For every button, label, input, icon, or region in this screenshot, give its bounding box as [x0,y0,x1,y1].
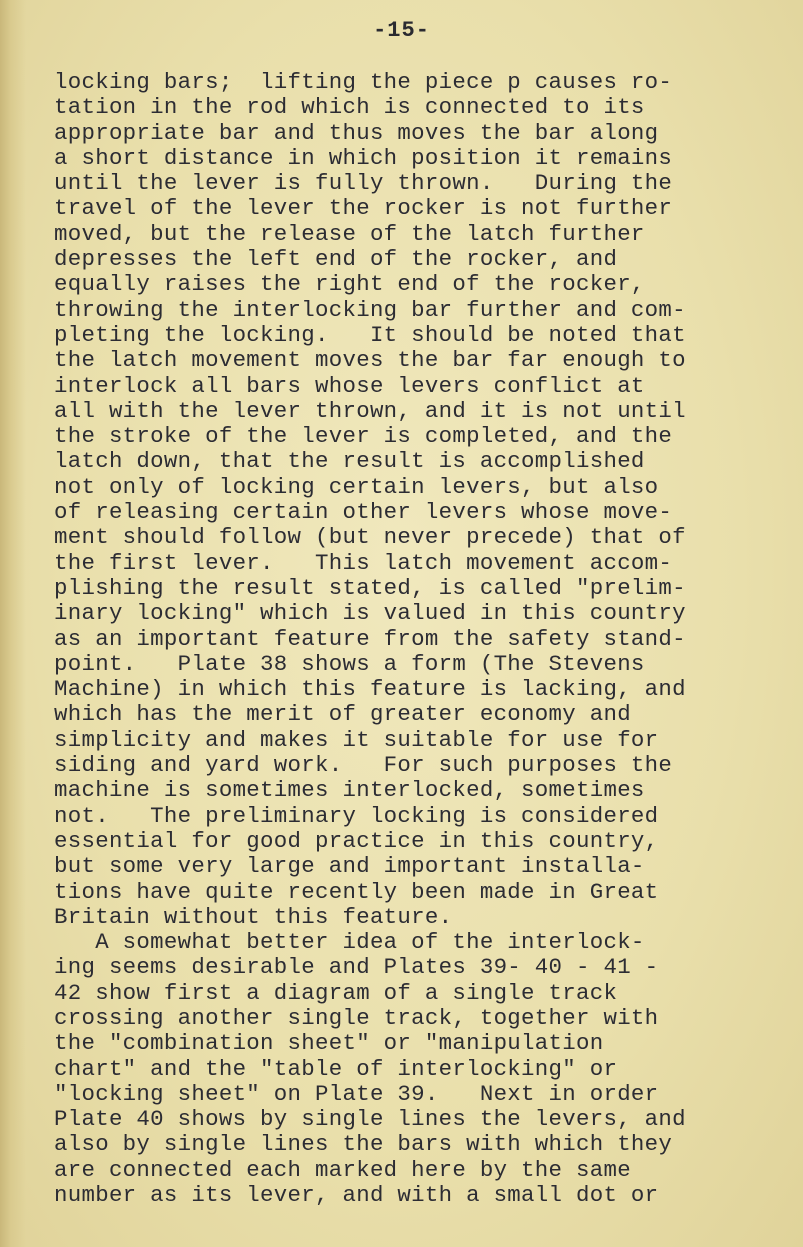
text-line: ment should follow (but never precede) that of [54,524,686,551]
body-text [54,70,794,1208]
text-line: 42 show first a diagram of a single track [54,979,618,1006]
text-line: Britain without this feature. [54,903,453,930]
text-line: number as its lever, and with a small dot or [54,1182,659,1209]
text-line: as an important feature from the safety stand- [54,625,686,652]
text-line: not. The preliminary locking is considered [54,802,659,829]
text-line: essential for good practice in this country, [54,827,659,854]
text-line: equally raises the right end of the rocker, [54,271,645,298]
text-line: Machine) in which this feature is lacking, and [54,676,686,703]
text-line: the first lever. This latch movement accom- [54,549,673,576]
text-line: of releasing certain other levers whose move- [54,499,673,526]
page-binding-shadow [0,0,26,1247]
text-line: the latch movement moves the bar far enough to [54,347,686,374]
text-line: tions have quite recently been made in Great [54,878,659,905]
text-line: plishing the result stated, is called "prelim- [54,574,686,601]
text-line: moved, but the release of the latch further [54,220,645,247]
text-line: locking bars; lifting the piece p causes ro- [54,69,673,95]
text-line: the stroke of the lever is completed, and the [54,423,673,450]
text-line: a short distance in which position it remains [54,144,673,171]
text-line: Plate 40 shows by single lines the levers, and [54,1106,686,1133]
page-number: -15- [373,18,430,43]
text-line: simplicity and makes it suitable for use for [54,726,659,753]
text-line: all with the lever thrown, and it is not until [54,397,686,424]
text-line: point. Plate 38 shows a form (The Stevens [54,650,645,677]
text-line: crossing another single track, together with [54,1004,659,1031]
text-line: also by single lines the bars with which they [54,1131,673,1158]
text-line: inary locking" which is valued in this country [54,600,686,627]
text-line: depresses the left end of the rocker, and [54,246,618,273]
text-line: appropriate bar and thus moves the bar along [54,119,659,146]
text-line: tation in the rod which is connected to its [54,94,645,121]
text-line: interlock all bars whose levers conflict at [54,372,645,399]
text-line: latch down, that the result is accomplished [54,448,645,475]
text-line: not only of locking certain levers, but also [54,473,659,500]
text-line: chart" and the "table of interlocking" or [54,1055,618,1082]
text-line: until the lever is fully thrown. During the [54,170,673,197]
text-line: A somewhat better idea of the interlock- [54,929,645,956]
text-line: ing seems desirable and Plates 39- 40 - 41 - [54,954,659,981]
text-line: are connected each marked here by the same [54,1156,631,1183]
text-line: the "combination sheet" or "manipulation [54,1030,604,1057]
text-line: machine is sometimes interlocked, sometimes [54,777,645,804]
text-line: which has the merit of greater economy and [54,701,631,728]
text-line: siding and yard work. For such purposes the [54,752,673,779]
text-line: travel of the lever the rocker is not further [54,195,673,222]
text-line: pleting the locking. It should be noted that [54,321,686,348]
text-line: throwing the interlocking bar further and com- [54,296,686,323]
text-line: "locking sheet" on Plate 39. Next in order [54,1080,659,1107]
text-line: but some very large and important installa- [54,853,645,880]
